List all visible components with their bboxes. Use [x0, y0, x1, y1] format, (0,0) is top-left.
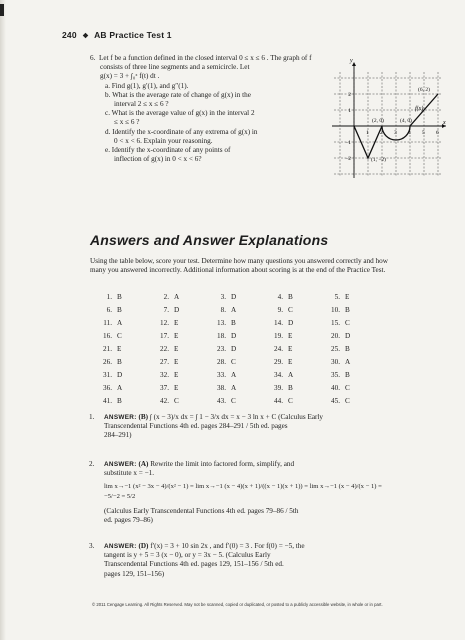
question-number: 26.: [103, 357, 112, 366]
answer-key-row: [90, 355, 375, 368]
explanation-body: [90, 460, 390, 525]
question-number: 42.: [160, 396, 169, 405]
explanation-line: Transcendental Functions 4th ed. pages 129, 151–156 / 5th ed.: [104, 560, 284, 569]
question-number: 2.: [163, 293, 169, 302]
page-binding-edge: [0, 0, 6, 640]
question-number: 14.: [274, 319, 283, 328]
question-number: 43.: [217, 396, 226, 405]
question-6-intro: 6. Let f be a function defined in the closed interval 0 ≤ x ≤ 6 . The graph of f consists of three line segments and a semicircle. Let: [90, 54, 312, 72]
answer-letter: C: [345, 383, 350, 392]
question-number: 12.: [160, 319, 169, 328]
question-number: 17.: [160, 332, 169, 341]
question-number: 21.: [103, 345, 112, 353]
question-number: 24.: [274, 345, 283, 353]
question-number: 28.: [217, 357, 226, 366]
question-number: 3.: [220, 293, 226, 302]
y-axis-label: y: [350, 58, 353, 64]
answer-letter: A: [288, 370, 294, 379]
answer-letter: E: [288, 357, 293, 366]
question-number: 5.: [334, 293, 340, 302]
question-6-part: b. What is the average rate of change of g(x) in the interval 2 ≤ x ≤ 6 ?: [105, 90, 251, 109]
explanation-number: 2.: [89, 460, 95, 468]
answer-letter: D: [174, 306, 180, 315]
question-number: 34.: [274, 370, 283, 379]
answer-letter: D: [345, 332, 351, 341]
question-number: 33.: [217, 370, 226, 379]
answer-letter: A: [231, 383, 237, 392]
question-number: 15.: [331, 319, 340, 328]
svg-text:1: 1: [366, 130, 369, 136]
question-number: 37.: [160, 383, 169, 392]
answer-letter: A: [231, 306, 237, 315]
answer-letter: E: [174, 332, 179, 341]
svg-text:1: 1: [348, 108, 351, 114]
explanation-number: 1.: [89, 413, 95, 421]
explanation-line: ANSWER: (B) ∫ (x − 3)/x dx = ∫ 1 − 3/x dx = x − 3 ln x + C (Calculus Early: [104, 413, 324, 421]
question-6-part: e. Identify the x-coordinate of any points of inflection of g(x) in 0 < x < 6?: [105, 146, 231, 164]
answer-choice: (D): [138, 542, 149, 550]
scoring-instructions: Using the table below, score your test. Determine how many questions you answered correctly and how many you answered incorrectly. Additional information about scoring is at the end of the Practice Test.: [90, 257, 388, 274]
question-number: 27.: [160, 357, 169, 366]
svg-text:4: 4: [408, 130, 411, 136]
question-number: 16.: [103, 332, 112, 341]
y-tick-labels: [345, 92, 351, 162]
question-number: 40.: [331, 383, 340, 392]
answer-tag: ANSWER:: [104, 414, 137, 421]
explanation-line: lim x→−1 (x² − 3x − 4)/(x² − 1) = lim x→−1 (x − 4)(x + 1)/((x − 1)(x + 1)) = lim x→−1 (x − 4)/(x − 1) = −5/−2 = 5/2: [104, 483, 382, 500]
explanation-line: tangent is y + 5 = 3 (x − 0), or y = 3x − 5. (Calculus Early: [104, 551, 271, 560]
answer-letter: A: [231, 370, 237, 379]
explanation-3: [90, 542, 390, 579]
separator-icon: ❖: [82, 33, 89, 40]
answer-letter: A: [174, 293, 180, 302]
question-number: 29.: [274, 357, 283, 366]
question-number: 7.: [163, 306, 169, 315]
x-axis-label: x: [443, 120, 446, 126]
answer-letter: E: [117, 345, 122, 353]
explanation-line: (Calculus Early Transcendental Functions 4th ed. pages 79–86 / 5th: [104, 506, 299, 515]
answer-letter: E: [288, 332, 293, 341]
answer-key-row: [90, 304, 375, 317]
question-number: 38.: [217, 383, 226, 392]
answer-key-table: [90, 291, 375, 407]
explanation-number: 3.: [89, 542, 95, 550]
question-number: 32.: [160, 370, 169, 379]
svg-text:5: 5: [422, 130, 425, 136]
point-label: (6, 2): [418, 87, 430, 93]
question-number: 1.: [106, 293, 112, 302]
answer-letter: E: [174, 383, 179, 392]
question-number: 23.: [217, 345, 226, 353]
answer-key-row: [90, 291, 375, 304]
answer-key-row: [90, 330, 375, 343]
svg-text:2: 2: [348, 92, 351, 98]
answer-key-row: [90, 381, 375, 394]
question-number: 9.: [277, 306, 283, 315]
answer-letter: E: [174, 345, 179, 353]
header-title: AB Practice Test 1: [94, 30, 172, 40]
point-label: (4, 0): [400, 118, 412, 124]
answer-letter: A: [117, 319, 123, 328]
answer-key-row: [90, 394, 375, 407]
answer-choice: (A): [138, 460, 149, 468]
question-number: 4.: [277, 293, 283, 302]
answer-letter: D: [231, 332, 237, 341]
answer-letter: B: [117, 306, 122, 315]
question-6: [90, 54, 334, 164]
point-label: (1, −2): [371, 157, 387, 163]
answer-letter: B: [345, 306, 350, 315]
question-number: 36.: [103, 383, 112, 392]
question-number: 8.: [220, 306, 226, 315]
svg-text:2: 2: [380, 130, 383, 136]
answer-letter: D: [231, 345, 237, 353]
explanation-line: Transcendental Functions 4th ed. pages 284–291 / 5th ed. pages: [104, 422, 288, 431]
explanation-line: substitute x = −1.: [104, 469, 155, 478]
question-number: 39.: [274, 383, 283, 392]
answer-letter: A: [117, 383, 123, 392]
explanation-line: pages 129, 151–156): [104, 569, 165, 578]
question-6-parts: [90, 82, 258, 165]
question-number: 22.: [160, 345, 169, 353]
question-number: 10.: [331, 306, 340, 315]
answer-letter: E: [288, 345, 293, 353]
answer-letter: B: [345, 370, 350, 379]
answer-letter: C: [231, 357, 236, 366]
answer-letter: C: [231, 396, 236, 405]
explanation-line: ANSWER: (D) f′(x) = 3 + 10 sin 2x , and f′(0) = 3 . For f(0) = −5, the: [104, 542, 305, 550]
question-number: 35.: [331, 370, 340, 379]
answer-letter: C: [117, 332, 122, 341]
section-title: Answers and Answer Explanations: [90, 232, 329, 248]
question-6-part: d. Identify the x-coordinate of any extrema of g(x) in 0 < x < 6. Explain your reasoning.: [105, 127, 258, 145]
answer-letter: C: [345, 396, 350, 405]
answer-letter: B: [288, 383, 293, 392]
question-number: 6.: [106, 306, 112, 315]
page-header: [62, 30, 172, 40]
answer-letter: D: [117, 370, 123, 379]
question-6-part: a. Find g(1), g′(1), and g″(1).: [105, 81, 189, 90]
answer-letter: E: [345, 293, 350, 302]
point-label: (2, 0): [372, 118, 384, 124]
answer-letter: D: [288, 319, 294, 328]
answer-letter: C: [345, 319, 350, 328]
question-number: 30.: [331, 357, 340, 366]
binding-mark: [0, 4, 4, 16]
question-number: 25.: [331, 345, 340, 353]
curve-label: f(x): [415, 106, 424, 112]
answer-tag: ANSWER:: [104, 543, 137, 550]
function-graph: [330, 56, 448, 180]
question-number: 18.: [217, 332, 226, 341]
answer-letter: C: [288, 396, 293, 405]
page-number: 240: [62, 30, 77, 40]
answer-letter: E: [174, 357, 179, 366]
answer-letter: C: [174, 396, 179, 405]
svg-text:−1: −1: [345, 140, 351, 146]
question-number: 41.: [103, 396, 112, 405]
answer-letter: B: [288, 293, 293, 302]
answer-letter: B: [117, 396, 122, 405]
question-number: 44.: [274, 396, 283, 405]
answer-letter: C: [288, 306, 293, 315]
answer-letter: B: [117, 357, 122, 366]
question-number: 19.: [274, 332, 283, 341]
svg-text:−2: −2: [345, 156, 351, 162]
explanation-2: [90, 460, 390, 525]
answer-letter: A: [345, 357, 351, 366]
answer-letter: E: [174, 370, 179, 379]
answer-key-row: [90, 343, 375, 356]
question-number: 13.: [217, 319, 226, 328]
question-6-part: c. What is the average value of g(x) in the interval 2 ≤ x ≤ 6 ?: [105, 109, 255, 127]
answer-tag: ANSWER:: [104, 461, 137, 468]
explanation-body: [90, 413, 390, 441]
question-number: 20.: [331, 332, 340, 341]
svg-text:6: 6: [436, 130, 439, 136]
explanation-body: [90, 542, 390, 579]
question-6-definition: g(x) = 3 + ∫₀ˣ f(t) dt .: [100, 72, 160, 81]
answer-letter: E: [174, 319, 179, 328]
answer-letter: D: [231, 293, 237, 302]
answer-key-row: [90, 317, 375, 330]
answer-letter: B: [345, 345, 350, 353]
x-tick-labels: [366, 130, 439, 136]
question-number: 11.: [103, 319, 112, 328]
explanation-1: [90, 413, 390, 441]
svg-text:3: 3: [394, 130, 397, 136]
question-number: 45.: [331, 396, 340, 405]
explanation-line: ed. pages 79–86): [104, 516, 153, 525]
explanation-line: ANSWER: (A) Rewrite the limit into factored form, simplify, and: [104, 460, 295, 468]
answer-key-row: [90, 368, 375, 381]
copyright-footer: © 2011 Cengage Learning. All Rights Reserved. May not be scanned, copied or duplicated, or posted to a publicly accessible website, in whole or in part.: [92, 602, 383, 607]
answer-letter: B: [117, 293, 122, 302]
answer-letter: B: [231, 319, 236, 328]
answer-choice: (B): [138, 413, 149, 421]
question-number: 31.: [103, 370, 112, 379]
explanation-line: 284–291): [104, 431, 132, 440]
